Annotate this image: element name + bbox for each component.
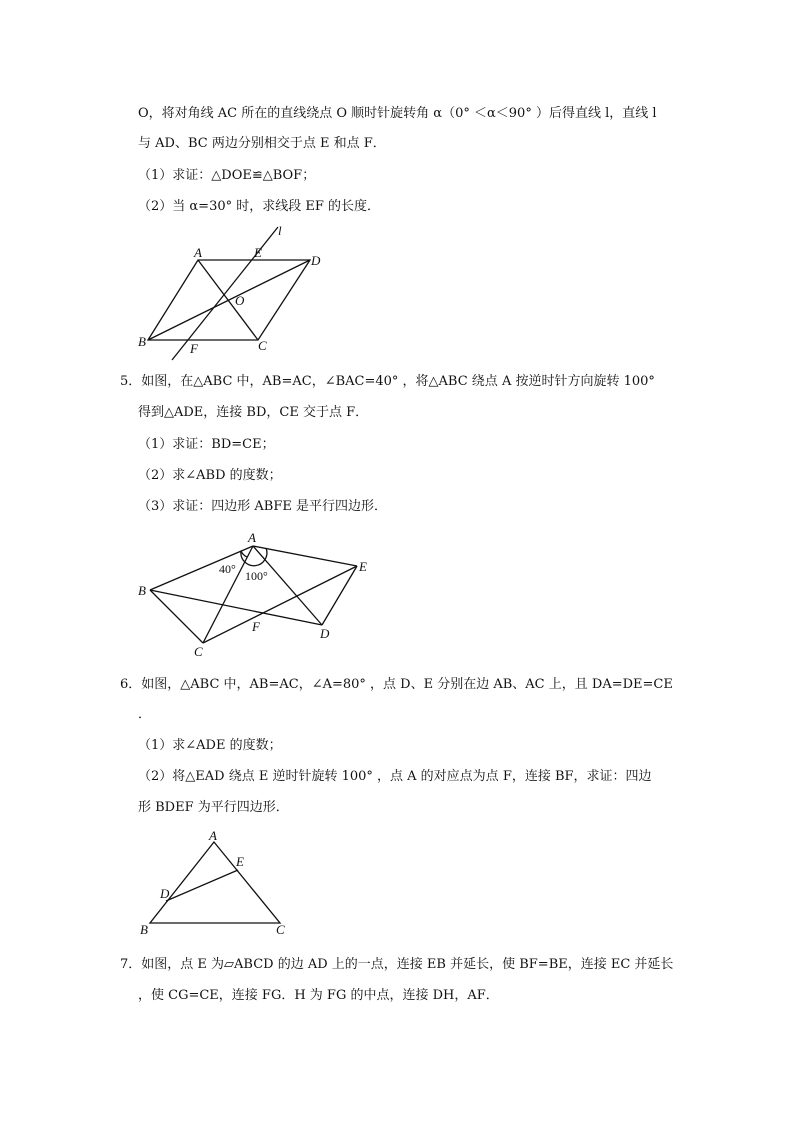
label-B: B — [138, 334, 146, 349]
label-B: B — [138, 583, 146, 598]
problem5-text-line2: 得到△ADE，连接 BD，CE 交于点 F． — [138, 405, 369, 420]
problem5-question2: （2）求∠ABD 的度数； — [138, 468, 282, 483]
problem4-figure — [130, 222, 340, 362]
problem7-text-line2: ，使 CG=CE，连接 FG．H 为 FG 的中点，连接 DH，AF． — [138, 988, 499, 1003]
problem6-question2a: （2）将△EAD 绕点 E 逆时针旋转 100° ，点 A 的对应点为点 F，连接 BF，求证：四边 — [138, 769, 652, 784]
problem7-text-line1: 7．如图，点 E 为▱ABCD 的边 AD 上的一点，连接 EB 并延长，使 BF=BE，连接 EC 并延长 — [120, 957, 674, 972]
problem6-question1: （1）求∠ADE 的度数； — [138, 738, 282, 753]
label-B: B — [140, 922, 148, 937]
problem6-text-line2: ． — [138, 707, 152, 722]
label-C: C — [258, 338, 267, 353]
problem5-text-line1: 5．如图，在△ABC 中，AB=AC，∠BAC=40° ，将△ABC 绕点 A 按逆时针方向旋转 100° — [120, 374, 655, 389]
problem4-text-line1: O，将对角线 AC 所在的直线绕点 O 顺时针旋转角 α（0° ＜α＜90° ）后得直线 l，直线 l — [138, 106, 657, 121]
problem4-text-line2: 与 AD、BC 两边分别相交于点 E 和点 F． — [138, 136, 386, 151]
segment-de — [166, 870, 238, 901]
label-E: E — [359, 559, 367, 574]
angle-label-100: 100° — [245, 569, 268, 583]
label-F: F — [190, 341, 198, 356]
diagonal-ac — [198, 260, 258, 340]
segment-ab — [150, 546, 253, 590]
label-E: E — [236, 854, 244, 869]
problem6-figure — [132, 828, 297, 940]
label-F: F — [252, 619, 260, 634]
label-A: A — [248, 530, 256, 545]
problem4-question2: （2）当 α=30° 时，求线段 EF 的长度． — [138, 199, 381, 214]
triangle-abc — [150, 842, 280, 923]
label-D: D — [320, 626, 330, 641]
problem5-question1: （1）求证：BD=CE； — [138, 437, 275, 452]
label-D: D — [160, 886, 170, 901]
problem4-question1: （1）求证：△DOE≌△BOF； — [138, 168, 316, 183]
label-D: D — [311, 253, 321, 268]
label-E: E — [254, 245, 262, 260]
label-l: l — [278, 223, 282, 238]
label-A: A — [194, 245, 202, 260]
angle-label-40: 40° — [219, 562, 236, 576]
label-O: O — [235, 293, 245, 308]
segment-bc — [150, 590, 203, 643]
problem6-question2b: 形 BDEF 为平行四边形． — [138, 800, 289, 815]
segment-ac — [203, 546, 253, 643]
label-C: C — [276, 922, 285, 937]
problem5-figure — [130, 528, 380, 663]
label-C: C — [194, 644, 203, 659]
problem6-text-line1: 6．如图，△ABC 中，AB=AC，∠A=80° ，点 D、E 分别在边 AB、AC 上，且 DA=DE=CE — [120, 677, 673, 692]
label-A: A — [209, 828, 217, 843]
problem5-question3: （3）求证：四边形 ABFE 是平行四边形． — [138, 499, 387, 514]
